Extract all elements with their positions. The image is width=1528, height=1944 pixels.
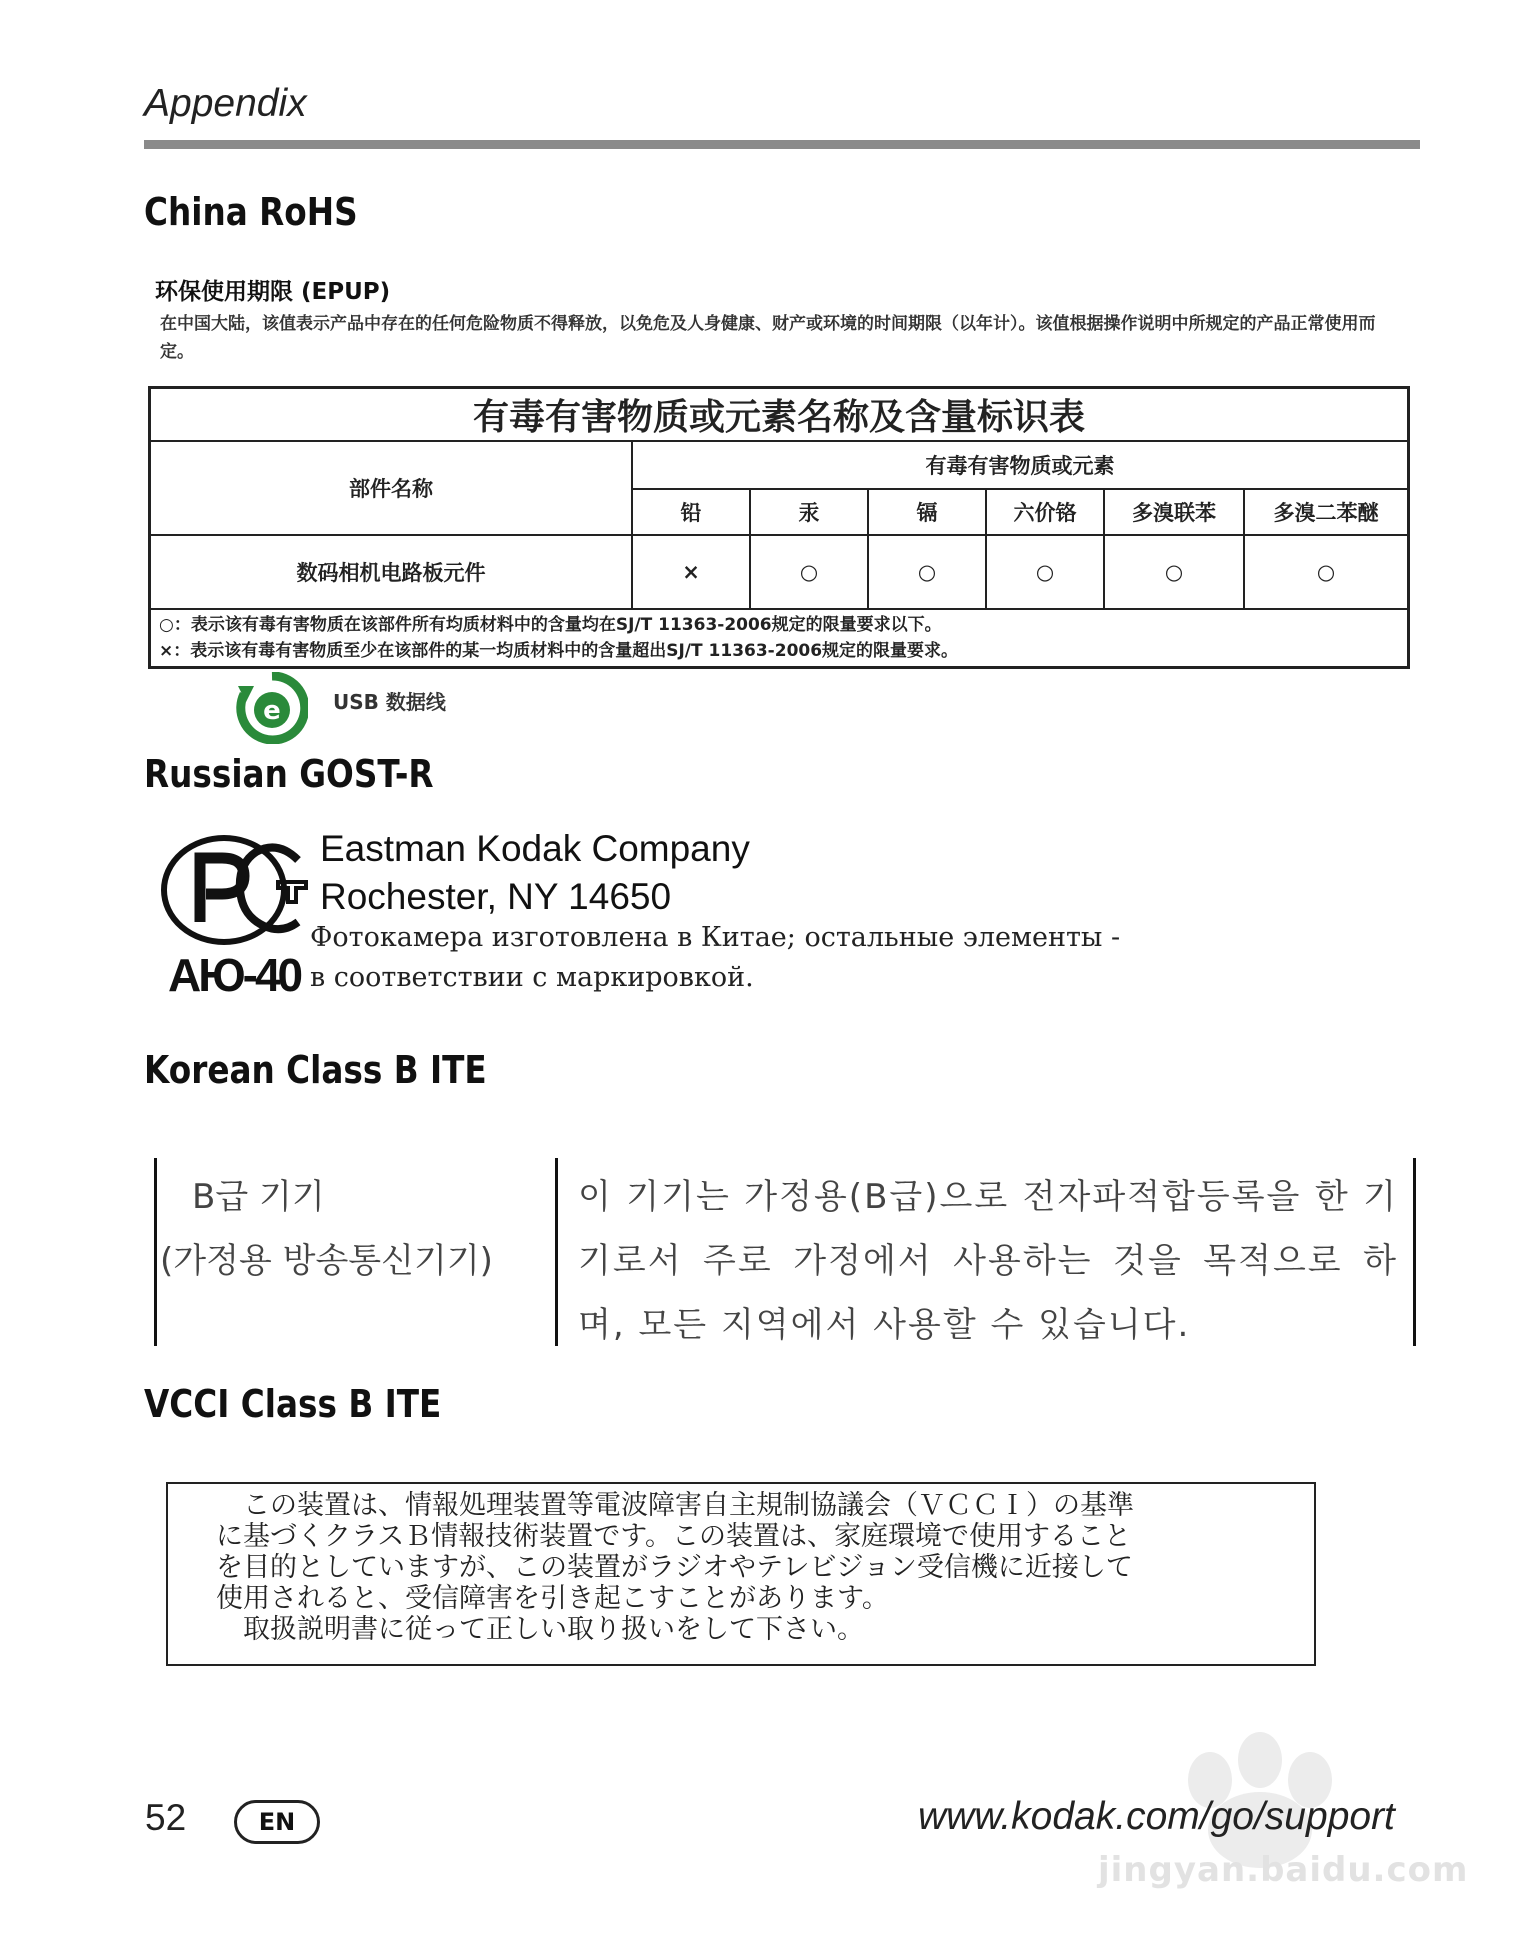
epup-description: 在中国大陆，该值表示产品中存在的任何危险物质不得释放，以免危及人身健康、财产或环境的时间期限（以年计）。该值根据操作说明中所规定的产品正常使用而定。 — [160, 314, 1376, 362]
footer-support-link[interactable]: www.kodak.com/go/support — [918, 1795, 1395, 1838]
rohs-table — [148, 386, 1410, 669]
russian-gost-heading: Russian GOST-R — [144, 752, 434, 796]
rohs-element-header: 六价铬 — [986, 489, 1104, 535]
svg-text:e: e — [263, 696, 281, 726]
rohs-mark-cell: ○ — [750, 535, 868, 609]
vcci-line: に基づくクラスＢ情報技術装置です。この装置は、家庭環境で使用すること — [216, 1521, 1132, 1552]
vcci-line: を目的としていますが、この装置がラジオやテレビジョン受信機に近接して — [216, 1552, 1133, 1583]
china-rohs-heading: China RoHS — [144, 190, 358, 234]
vcci-notice-text — [216, 1490, 1292, 1645]
rohs-group-header: 有毒有害物质或元素 — [632, 441, 1409, 489]
language-badge: EN — [234, 1800, 320, 1844]
gost-note-line-2: в соответствии с маркировкой. — [310, 962, 754, 993]
korean-notice-divider — [555, 1158, 558, 1346]
gost-company: Eastman Kodak Company — [320, 828, 750, 869]
rohs-table-caption: 有毒有害物质或元素名称及含量标识表 — [150, 388, 1409, 442]
rohs-element-header: 多溴联苯 — [1104, 489, 1244, 535]
rohs-note-x: ×：表示该有毒有害物质至少在该部件的某一均质材料中的含量超出SJ/T 11363-2006规定的限量要求。 — [159, 641, 959, 661]
watermark-text: jingyan.baidu.com — [1098, 1850, 1469, 1890]
rohs-note-o: ○：表示该有毒有害物质在该部件所有均质材料中的含量均在SJ/T 11363-2006规定的限量要求以下。 — [159, 615, 942, 635]
rohs-element-header: 镉 — [868, 489, 986, 535]
korean-device-class — [160, 1165, 493, 1293]
epup-recycle-icon — [236, 672, 308, 744]
rohs-mark-cell: ○ — [1244, 535, 1409, 609]
page-header-title: Appendix — [144, 82, 307, 125]
table-row — [150, 535, 1409, 609]
korean-notice-text: 이 기기는 가정용(B급)으로 전자파적합등록을 한 기기로서 주로 가정에서 사용하는 것을 목적으로 하며, 모든 지역에서 사용할 수 있습니다. — [578, 1177, 1398, 1345]
header-rule — [144, 140, 1420, 149]
rohs-element-header: 多溴二苯醚 — [1244, 489, 1409, 535]
korean-class-line-2: (가정용 방송통신기기) — [160, 1241, 493, 1281]
vcci-class-b-heading: VCCI Class B ITE — [144, 1382, 442, 1426]
rohs-mark-cell: × — [632, 535, 750, 609]
rohs-element-header: 铅 — [632, 489, 750, 535]
korean-class-b-heading: Korean Class B ITE — [144, 1048, 487, 1092]
gost-note-line-1: Фотокамера изготовлена в Китае; остальные элементы - — [310, 922, 1121, 953]
epup-title: 环保使用期限 (EPUP) — [155, 279, 391, 305]
usb-cable-label: USB 数据线 — [333, 690, 446, 714]
vcci-line: 使用されると、受信障害を引き起こすことがあります。 — [216, 1583, 889, 1614]
rohs-mark-cell: ○ — [1104, 535, 1244, 609]
page-number: 52 — [145, 1797, 187, 1838]
rohs-part-header: 部件名称 — [150, 441, 633, 535]
rohs-mark-cell: ○ — [868, 535, 986, 609]
vcci-line: この装置は、情報処理装置等電波障害自主規制協議会（ＶＣＣＩ）の基準 — [216, 1490, 1134, 1521]
vcci-line: 取扱説明書に従って正しい取り扱いをして下さい。 — [216, 1614, 864, 1645]
korean-class-line-1: B급 기기 — [192, 1177, 325, 1217]
rohs-notes — [150, 609, 1409, 668]
gost-certification-code: АЮ-40 — [168, 949, 301, 1001]
gost-r-certification-mark-icon — [160, 830, 310, 950]
rohs-element-header: 汞 — [750, 489, 868, 535]
rohs-part-name: 数码相机电路板元件 — [150, 535, 633, 609]
rohs-mark-cell: ○ — [986, 535, 1104, 609]
gost-address: Rochester, NY 14650 — [320, 876, 672, 917]
